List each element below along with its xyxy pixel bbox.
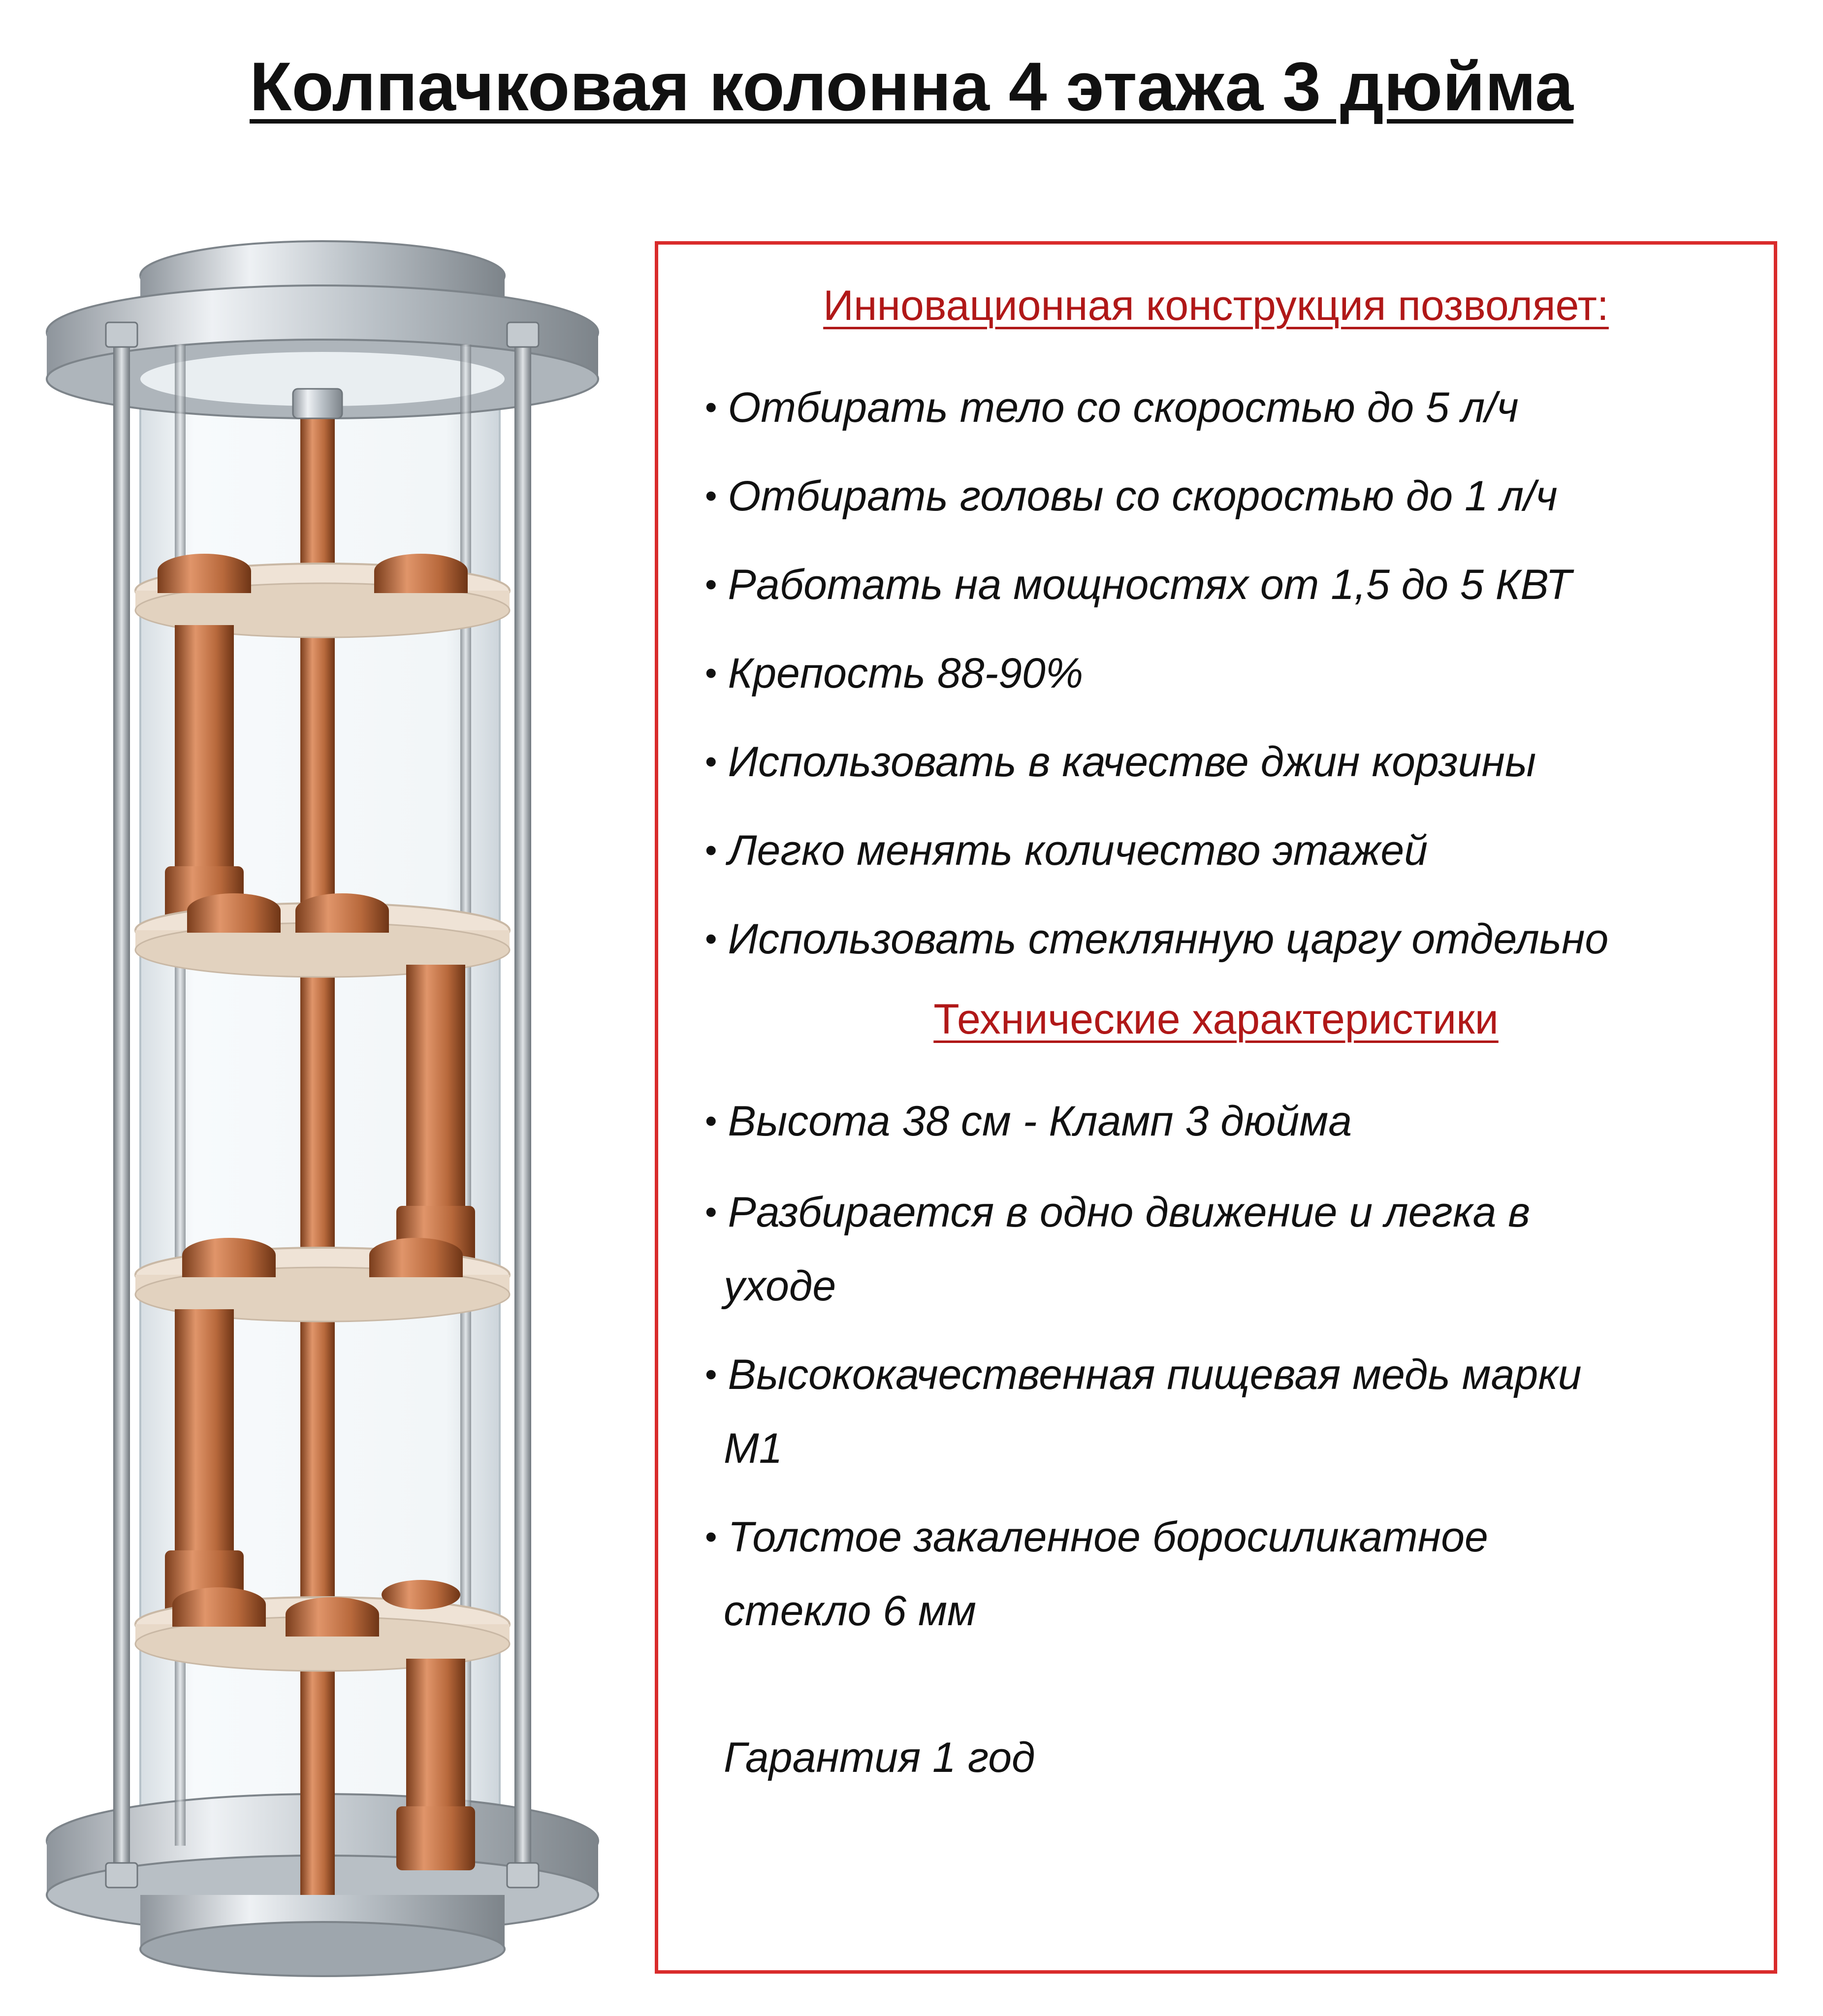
- features-heading: Инновационная конструкция позволяет:: [823, 282, 1609, 329]
- warranty-text: Гарантия 1 год: [724, 1734, 1035, 1781]
- copper-bubble-cap-column-icon: [27, 217, 618, 1979]
- info-box: [655, 241, 1777, 1974]
- feature-item: • Использовать стеклянную царгу отдельно: [705, 915, 1609, 963]
- spec-item: • Толстое закаленное боросиликатное стекло 6 мм: [705, 1513, 1488, 1635]
- feature-item: • Работать на мощностях от 1,5 до 5 КВТ: [705, 561, 1572, 608]
- spec-item: • Высококачественная пищевая медь марки М1: [705, 1351, 1582, 1472]
- feature-item: • Крепость 88-90%: [705, 650, 1084, 697]
- feature-item: • Отбирать головы со скоростью до 1 л/ч: [705, 472, 1558, 520]
- feature-item: • Отбирать тело со скоростью до 5 л/ч: [705, 384, 1519, 431]
- page-title: Колпачковая колонна 4 этажа 3 дюйма: [250, 48, 1573, 125]
- specs-heading: Технические характеристики: [933, 996, 1499, 1043]
- spec-item: • Высота 38 см - Кламп 3 дюйма: [705, 1098, 1352, 1145]
- feature-item: • Легко менять количество этажей: [705, 827, 1428, 874]
- feature-item: • Использовать в качестве джин корзины: [705, 738, 1536, 786]
- spec-item: • Разбирается в одно движение и легка в уходе: [705, 1189, 1531, 1310]
